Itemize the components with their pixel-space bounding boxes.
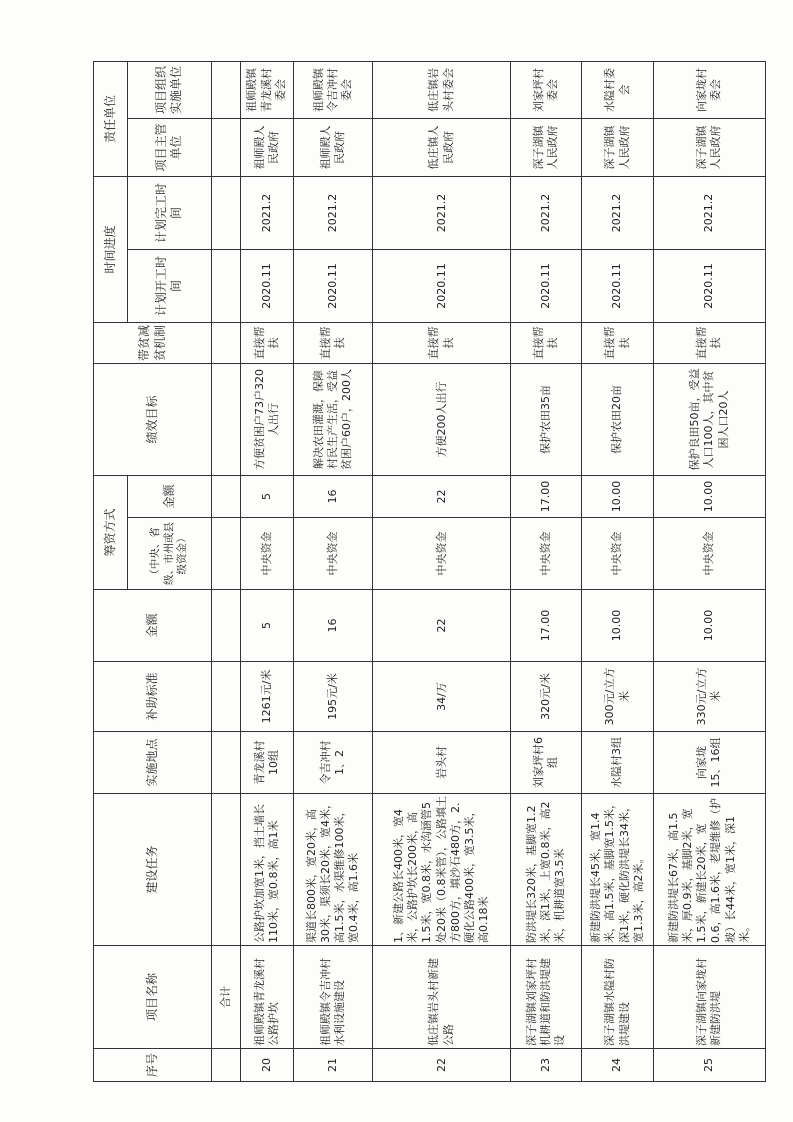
header-amount: 金额 xyxy=(94,590,212,662)
row-supervisor: 祖师殿人民政府 xyxy=(293,118,373,176)
row-goal: 保护农田35亩 xyxy=(511,363,582,475)
table-row xyxy=(653,61,765,1081)
row-start: 2020.11 xyxy=(373,249,511,322)
total-row xyxy=(212,61,241,1081)
project-table xyxy=(93,61,766,1082)
total-label: 合计 xyxy=(212,946,241,1049)
row-amount: 5 xyxy=(240,590,293,662)
row-mechanism: 直接帮扶 xyxy=(240,322,293,363)
row-mechanism: 直接帮扶 xyxy=(373,322,511,363)
row-supervisor: 深子湖镇人民政府 xyxy=(582,118,653,176)
row-name: 祖师殿镇青龙溪村公路护坎 xyxy=(240,946,293,1049)
row-seq: 23 xyxy=(511,1049,582,1082)
header-row-1 xyxy=(94,61,128,1081)
row-start: 2020.11 xyxy=(653,249,765,322)
header-location: 实施地点 xyxy=(94,732,212,794)
header-schedule-group: 时间进度 xyxy=(94,176,128,322)
header-name: 项目名称 xyxy=(94,946,212,1049)
row-mechanism: 直接帮扶 xyxy=(653,322,765,363)
row-name: 深子湖镇刘家坪村机耕道和防洪堤建设 xyxy=(511,946,582,1049)
table-body xyxy=(240,61,765,1081)
row-start: 2020.11 xyxy=(293,249,373,322)
row-fund-source: 中央资金 xyxy=(582,518,653,590)
row-amount: 22 xyxy=(373,590,511,662)
row-implementer: 向家垅村委会 xyxy=(653,61,765,118)
table-row xyxy=(293,61,373,1081)
header-supervisor: 项目主管单位 xyxy=(127,118,212,176)
row-location: 令吉冲村1、2 xyxy=(293,732,373,794)
header-end: 计划完工时间 xyxy=(127,176,212,249)
row-fund-amount: 10.00 xyxy=(582,475,653,517)
row-fund-amount: 5 xyxy=(240,475,293,517)
row-fund-source: 中央资金 xyxy=(373,518,511,590)
row-end: 2021.2 xyxy=(373,176,511,249)
row-supervisor: 深子湖镇人民政府 xyxy=(511,118,582,176)
row-name: 深子湖镇水隘村防洪堤建设 xyxy=(582,946,653,1049)
rotated-table-wrapper xyxy=(93,62,766,1082)
table-row xyxy=(511,61,582,1081)
row-location: 岩头村 xyxy=(373,732,511,794)
row-task: 新建防洪堤长67米，高1.5米，厚0.9米，基脚2米，宽1.5米，新建长20米，宽0.6，高1.6米，老堤维修（护坡）长44米，宽1米，深1米。 xyxy=(653,794,765,946)
total-seq xyxy=(212,1049,241,1082)
row-seq: 20 xyxy=(240,1049,293,1082)
table-row xyxy=(240,61,293,1081)
row-end: 2021.2 xyxy=(511,176,582,249)
row-subsidy: 195元/米 xyxy=(293,662,373,732)
row-start: 2020.11 xyxy=(582,249,653,322)
table-row xyxy=(373,61,511,1081)
row-fund-source: 中央资金 xyxy=(240,518,293,590)
row-seq: 24 xyxy=(582,1049,653,1082)
row-amount: 16 xyxy=(293,590,373,662)
row-fund-amount: 16 xyxy=(293,475,373,517)
row-name: 低庄镇岩头村新建公路 xyxy=(373,946,511,1049)
header-task: 建设任务 xyxy=(94,794,212,946)
header-start: 计划开工时间 xyxy=(127,249,212,322)
row-supervisor: 深子湖镇人民政府 xyxy=(653,118,765,176)
row-goal: 方便贫困户73户320人出行 xyxy=(240,363,293,475)
row-goal: 保护农田20亩 xyxy=(582,363,653,475)
row-implementer: 祖师殿镇青龙溪村委会 xyxy=(240,61,293,118)
row-fund-amount: 17.00 xyxy=(511,475,582,517)
row-goal: 解决农田灌溉，保障村民生产生活，受益贫困户60户，200人 xyxy=(293,363,373,475)
row-seq: 25 xyxy=(653,1049,765,1082)
row-task: 渠道长800米，宽20米，高30米，渠须长20米，宽4米，高1.5米，水渠维修100米，宽0.4米，高1.6米 xyxy=(293,794,373,946)
row-implementer: 刘家坪村委会 xyxy=(511,61,582,118)
row-fund-source: 中央资金 xyxy=(293,518,373,590)
row-subsidy: 34/万 xyxy=(373,662,511,732)
row-seq: 22 xyxy=(373,1049,511,1082)
header-funding-amount: 金额 xyxy=(127,475,212,517)
row-end: 2021.2 xyxy=(240,176,293,249)
row-location: 水隘村3组 xyxy=(582,732,653,794)
row-task: 新建防洪堤长45米，宽1.4米，高1.5米，基脚宽1.5米，深1米，硬化防洪堤长34米，宽1.3米，高2米。 xyxy=(582,794,653,946)
row-supervisor: 祖师殿人民政府 xyxy=(240,118,293,176)
row-name: 深子湖镇向家垅村新建防洪堤 xyxy=(653,946,765,1049)
row-amount: 10.00 xyxy=(653,590,765,662)
row-location: 青龙溪村10组 xyxy=(240,732,293,794)
row-name: 祖师殿镇令吉冲村水利设施建设 xyxy=(293,946,373,1049)
row-fund-amount: 10.00 xyxy=(653,475,765,517)
row-subsidy: 320元/米 xyxy=(511,662,582,732)
row-amount: 17.00 xyxy=(511,590,582,662)
row-implementer: 祖师殿镇令吉冲村委会 xyxy=(293,61,373,118)
table-row xyxy=(582,61,653,1081)
header-resp-group: 责任单位 xyxy=(94,61,128,176)
row-mechanism: 直接帮扶 xyxy=(293,322,373,363)
row-task: 防洪堤长320米，基脚宽1.2米，深1米，上宽0.8米，高2米，机耕道宽3.5米 xyxy=(511,794,582,946)
row-supervisor: 低庄镇人民政府 xyxy=(373,118,511,176)
row-seq: 21 xyxy=(293,1049,373,1082)
row-location: 向家垅15、16组 xyxy=(653,732,765,794)
row-implementer: 低庄镇岩头村委会 xyxy=(373,61,511,118)
row-location: 刘家坪村6组 xyxy=(511,732,582,794)
row-task: 公路护坎加宽1米，挡土墙长110米，宽0.8米，高1米 xyxy=(240,794,293,946)
row-fund-amount: 22 xyxy=(373,475,511,517)
row-mechanism: 直接帮扶 xyxy=(582,322,653,363)
header-seq: 序号 xyxy=(94,1049,212,1082)
header-goal: 绩效目标 xyxy=(94,363,212,475)
row-subsidy: 1261元/米 xyxy=(240,662,293,732)
row-fund-source: 中央资金 xyxy=(511,518,582,590)
row-goal: 保护良田50亩，受益人口100人，其中贫困人口20人 xyxy=(653,363,765,475)
row-task: 1、新建公路长400米，宽4米，公路护坎长200米，高1.5米，宽0.8米，水沟涵管5处20米（0.8米管），公路填土方800方，填沙石480方，2.硬化公路400米，宽3.5米，高0.18米 xyxy=(373,794,511,946)
header-funding-source: （中央、省级、市州或县级资金） xyxy=(127,518,212,590)
row-goal: 方便200人出行 xyxy=(373,363,511,475)
row-end: 2021.2 xyxy=(293,176,373,249)
header-funding-group: 筹资方式 xyxy=(94,475,128,589)
header-implementer: 项目组织实施单位 xyxy=(127,61,212,118)
row-subsidy: 300元/立方米 xyxy=(582,662,653,732)
row-implementer: 水隘村委会 xyxy=(582,61,653,118)
row-amount: 10.00 xyxy=(582,590,653,662)
row-start: 2020.11 xyxy=(511,249,582,322)
row-fund-source: 中央资金 xyxy=(653,518,765,590)
header-mechanism: 带贫减贫机制 xyxy=(94,322,212,363)
row-end: 2021.2 xyxy=(582,176,653,249)
header-subsidy: 补助标准 xyxy=(94,662,212,732)
row-mechanism: 直接帮扶 xyxy=(511,322,582,363)
row-subsidy: 330元/立方米 xyxy=(653,662,765,732)
row-start: 2020.11 xyxy=(240,249,293,322)
row-end: 2021.2 xyxy=(653,176,765,249)
